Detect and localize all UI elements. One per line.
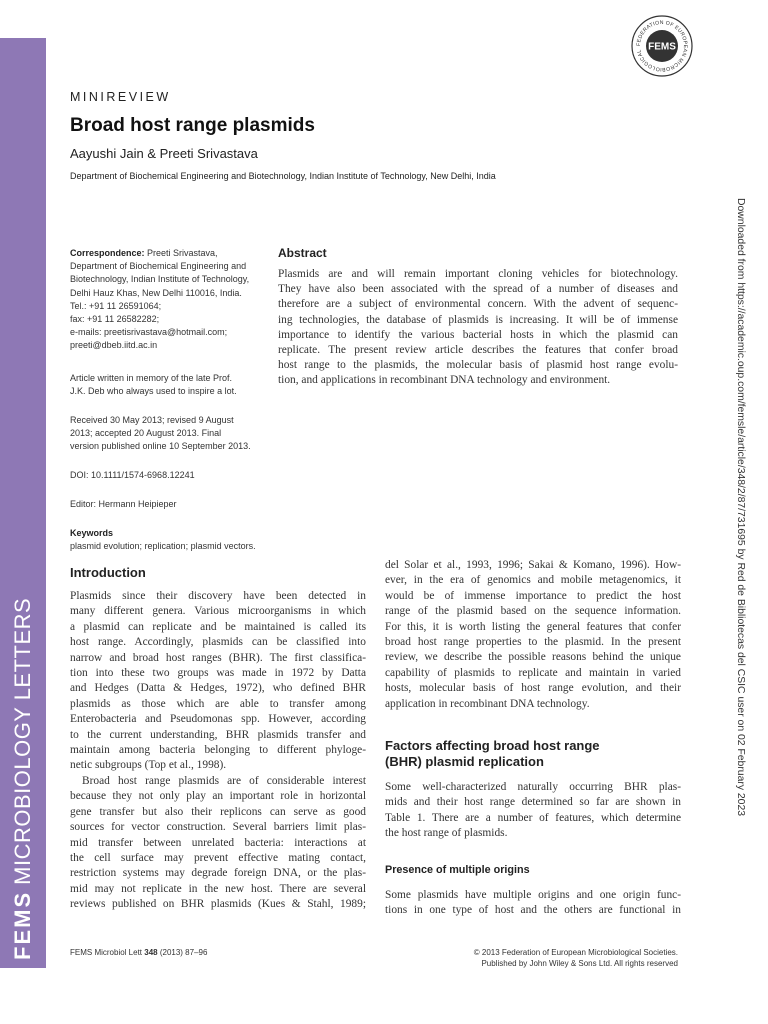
keywords-block <box>70 527 270 553</box>
factors-body: Some well-characterized naturally occurring BHR plas- mids and their host range determined so far are shown in Table 1. There are a number of features, which determine the host range of plasmids. <box>385 781 681 840</box>
keywords-text: plasmid evolution; replication; plasmid vectors. <box>70 541 256 552</box>
download-note[interactable]: Downloaded from https://academic.oup.com/femsle/article/348/2/87/731695 by Red de Bibliotecas del CSIC user on 02 February 2023 <box>735 198 746 817</box>
journal-name-vertical <box>12 598 34 960</box>
article-authors: Aayushi Jain & Preeti Srivastava <box>70 146 258 161</box>
abstract-heading: Abstract <box>278 246 327 260</box>
article-title: Broad host range plasmids <box>70 115 315 136</box>
abstract-body: Plasmids are and will remain important cloning vehicles for biotechnology. They have also been associated with the spread of a number of diseases and therefore are a subject of environmental concern. With the advent of sequenc- ing technologies, the database of plasmids is increasing. It will be of immense importance to identify the various bacterial hosts in which the plasmid can replicate. The present review article describes the features that confer broad host range to the plasmids, the molecular basis of plasmid host range evolu- tion, and applications in recombinant DNA technology and environment. <box>278 268 678 387</box>
right-column-body: del Solar et al., 1993, 1996; Sakai & Komano, 1996). How- ever, in the era of genomics and mobile metagenomics, it would be of immense importance to predict the host range of the plasmid based on the sequence information. For this, it is worth listing the general features that confer broad host range properties to the plasmid. In the present review, we describe the possible reasons behind the unique capability of plasmids to replicate and maintain in varied hosts, molecular basis of host range evolution, and their application in recombinant DNA technology. <box>385 559 681 710</box>
fems-seal-logo <box>630 14 694 78</box>
email-link[interactable]: preeti@dbeb.iitd.ac.in <box>70 340 158 351</box>
footer-citation: FEMS Microbiol Lett 348 (2013) 87–96 <box>70 948 208 957</box>
received-dates: Received 30 May 2013; revised 9 August 2013; accepted 20 August 2013. Final version published online 10 September 2013. <box>70 415 251 452</box>
journal-name: MICROBIOLOGY LETTERS <box>10 597 35 885</box>
italic-line: Enterobacteria and Pseudomonas spp. However, according <box>70 713 366 726</box>
article-type-label: MINIREVIEW <box>70 90 171 104</box>
author-affiliation: Department of Biochemical Engineering and Biotechnology, Indian Institute of Technology, New Delhi, India <box>70 171 496 181</box>
correspondence-label: Correspondence: <box>70 248 145 258</box>
multiple-origins-heading: Presence of multiple origins <box>385 864 530 876</box>
correspondence-block: Correspondence: Preeti Srivastava, Department of Biochemical Engineering and Biotechnology, Indian Institute of Technology, Delhi Hauz Khas, New Delhi 110016, India. Tel.: +91 11 26591064; fax: +91 11 26582282; e-mails: preetisrivastava@hotmail.com; preeti@dbeb.iitd.ac.in <box>70 247 270 353</box>
footer-volume: 348 <box>144 948 158 957</box>
introduction-heading: Introduction <box>70 565 146 580</box>
editor: Editor: Hermann Heipieper <box>70 499 177 509</box>
keywords-label: Keywords <box>70 528 114 538</box>
memorial-note: Article written in memory of the late Prof. J.K. Deb who always used to inspire a lot. <box>70 373 237 397</box>
doi[interactable]: DOI: 10.1111/1574-6968.12241 <box>70 470 195 480</box>
logo-ring-text: FEDERATION OF EUROPEAN MICROBIOLOGICAL <box>635 19 689 73</box>
logo-text: FEMS <box>648 41 676 53</box>
factors-heading: Factors affecting broad host range (BHR) plasmid replication <box>385 738 600 769</box>
multiple-origins-body: Some plasmids have multiple origins and one origin func- tions in one type of host and the others are functional in <box>385 889 681 917</box>
footer-copyright: © 2013 Federation of European Microbiological Societies. Published by John Wiley & Sons Ltd. All rights reserved <box>473 948 678 968</box>
introduction-body: Plasmids since their discovery have been detected in many different genera. Various microorganisms in which a plasmid can replicate and be maintained is called its host range. Accordingly, plasmids can be classified into narrow and broad host ranges (BHR). The first classifica- tion into these two groups was made in 1972 by Datta and Hedges (Datta & Hedges, 1972), who defined BHR plasmids as those which are able to transfer among Enterobacteria and Pseudomonas spp. However, according to the current understanding, BHR plasmids transfer and maintain among bacteria belonging to different phyloge- netic subgroups (Top et al., 1998). Broad host range plasmids are of considerable interest because they not only play an important role in horizontal gene transfer but also their replicons can serve as good sources for vector construction. Several barriers limit plas- mid transfer between unrelated bacteria: interactions at the cell surface may prevent effective mating contact, restriction systems may degrade foreign DNA, or the plas- mid may not replicate in the new host. There are several reviews published on BHR plasmids (Kues & Stahl, 1989; <box>70 590 366 911</box>
email-link[interactable]: e-mails: preetisrivastava@hotmail.com; <box>70 327 228 338</box>
journal-prefix: FEMS <box>10 890 35 960</box>
